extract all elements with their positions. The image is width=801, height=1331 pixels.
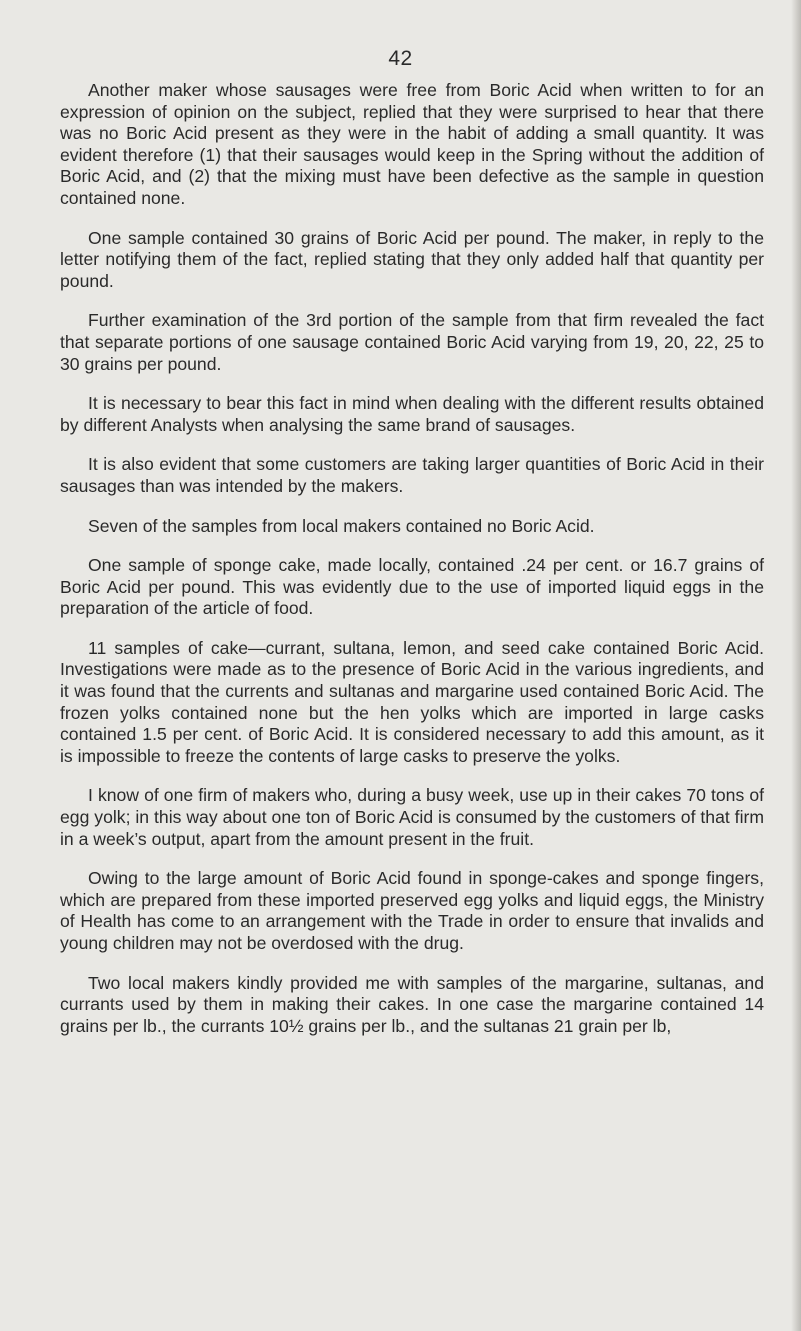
paragraph: Seven of the samples from local makers contained no Boric Acid. xyxy=(88,515,595,536)
paragraph: Further examination of the 3rd portion of the sample from that firm revealed the fact that separate portions of one sausage contained Boric Acid varying from 19, 20, 22, 25 to 30 grains per pound. xyxy=(60,310,764,374)
paragraph: Two local makers kindly provided me with samples of the margarine, sultanas, and currants used by them in making their cakes. In one case the margarine contained 14 grains per lb., the currants 10½ grains per lb., and the sultanas 21 grain per lb, xyxy=(60,972,764,1036)
paragraph: I know of one firm of makers who, during a busy week, use up in their cakes 70 tons of egg yolk; in this way about one ton of Boric Acid is consumed by the customers of that firm in a week’s output, apart from the amount present in the fruit. xyxy=(60,785,764,849)
paragraph: 11 samples of cake—currant, sultana, lemon, and seed cake contained Boric Acid. Investigations were made as to the presence of Boric Acid in the various ingredients, and it was found that the currents and sultanas and margarine used contained Boric Acid. The frozen yolks contained none but the hen yolks which are imported in large casks contained 1.5 per cent. of Boric Acid. It is considered necessary to add this amount, as it is impossible to freeze the contents of large casks to preserve the yolks. xyxy=(60,637,764,766)
paragraph: One sample contained 30 grains of Boric Acid per pound. The maker, in reply to the letter notifying them of the fact, replied stating that they only added half that quantity per pound. xyxy=(60,227,764,291)
paragraph: It is also evident that some customers are taking larger quantities of Boric Acid in their sausages than was intended by the makers. xyxy=(60,454,764,496)
paragraph: It is necessary to bear this fact in mind when dealing with the different results obtained by different Analysts when analysing the same brand of sausages. xyxy=(60,393,764,435)
document-body xyxy=(60,80,764,1055)
page-edge-shadow xyxy=(791,0,801,1331)
paragraph: Owing to the large amount of Boric Acid found in sponge-cakes and sponge fingers, which are prepared from these imported preserved egg yolks and liquid eggs, the Ministry of Health has come to an arrangement with the Trade in order to ensure that invalids and young children may not be overdosed with the drug. xyxy=(60,868,764,953)
paragraph: Another maker whose sausages were free from Boric Acid when written to for an expression of opinion on the subject, replied that they were surprised to hear that there was no Boric Acid present as they were in the habit of adding a small quantity. It was evident therefore (1) that their sausages would keep in the Spring without the addition of Boric Acid, and (2) that the mixing must have been defective as the sample in question contained none. xyxy=(60,80,764,208)
paragraph: One sample of sponge cake, made locally, contained .24 per cent. or 16.7 grains of Boric Acid per pound. This was evidently due to the use of imported liquid eggs in the preparation of the article of food. xyxy=(60,555,764,619)
page-number: 42 xyxy=(388,47,413,70)
